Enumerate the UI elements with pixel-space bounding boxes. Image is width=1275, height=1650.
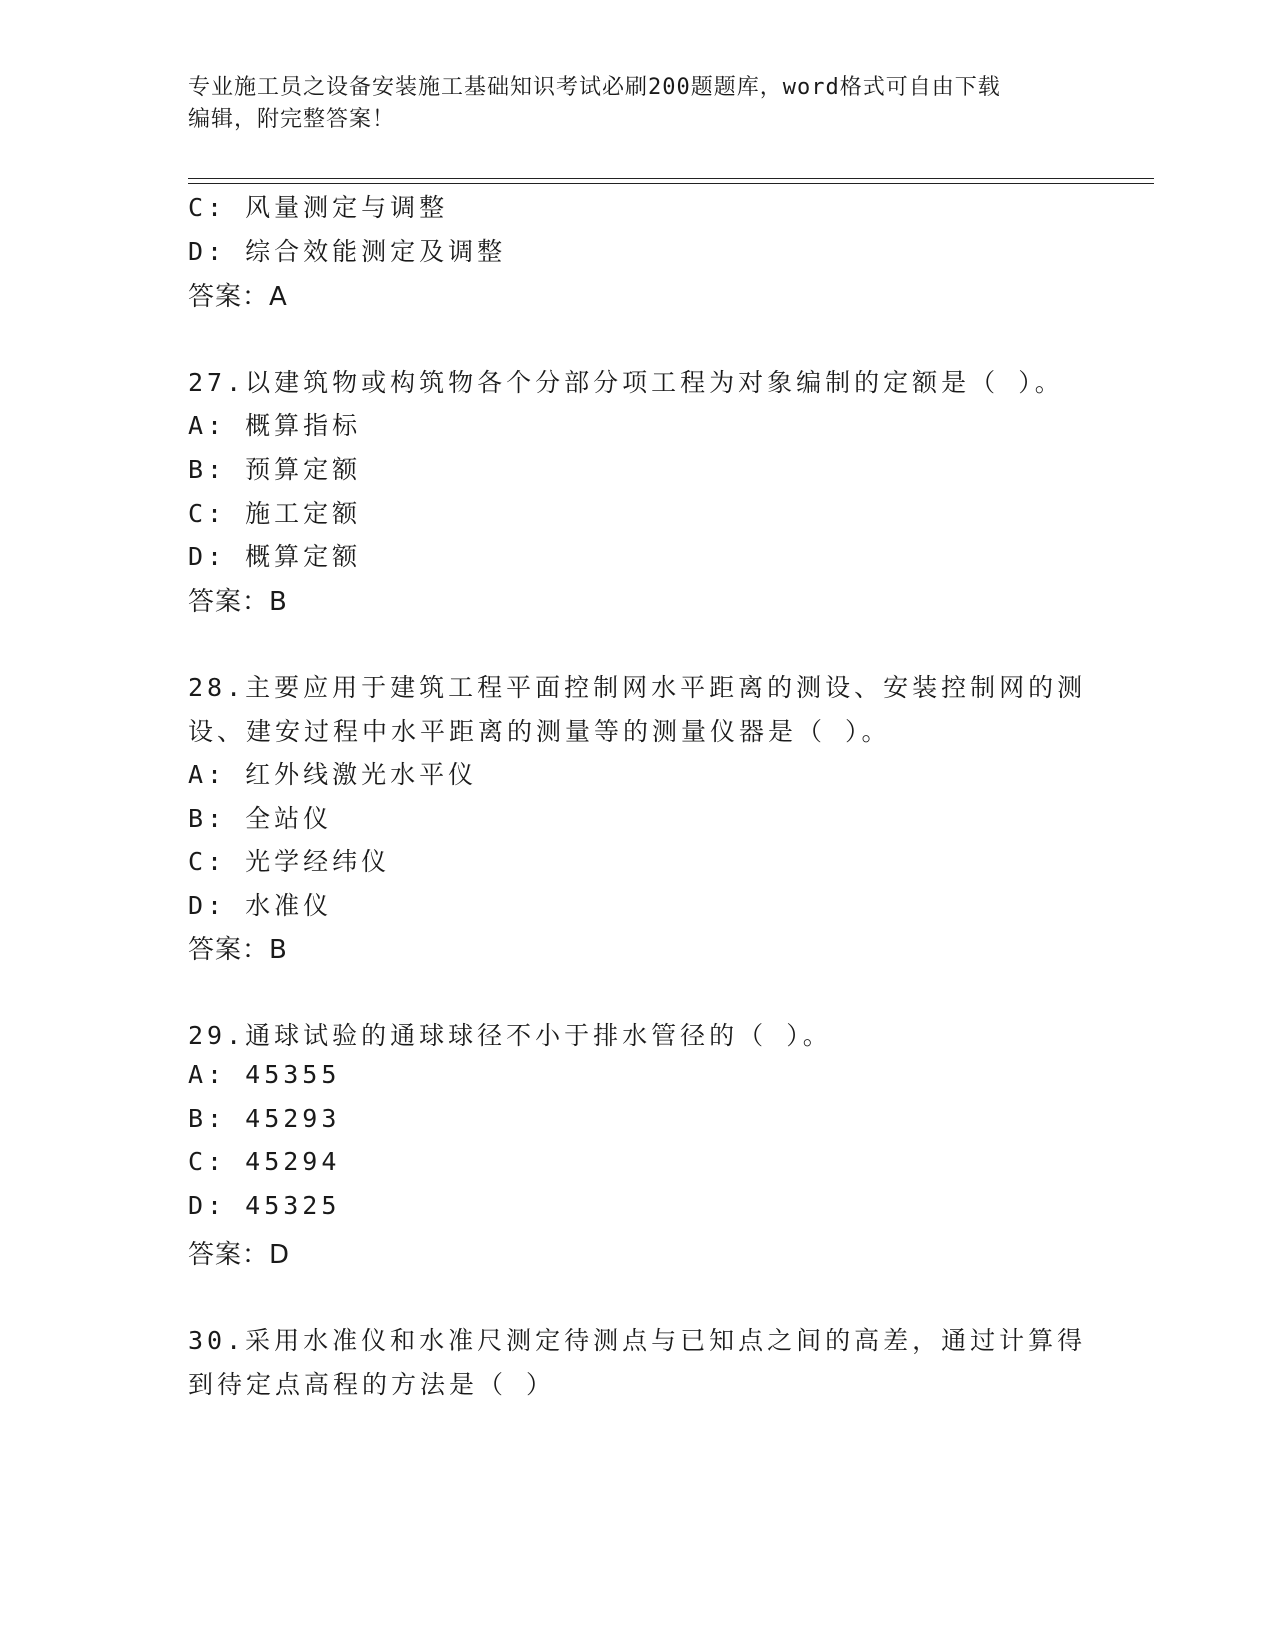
q27-answer: 答案：B [188, 587, 288, 617]
q28-stem-line-2: 设、建安过程中水平距离的测量等的测量仪器是（ ）。 [188, 717, 891, 746]
header-title-line-2: 编辑，附完整答案！ [188, 107, 396, 132]
q27-option-c: C: 施工定额 [188, 499, 362, 528]
q28-option-a: A: 红外线激光水平仪 [188, 760, 478, 789]
header-divider-top [188, 178, 1154, 179]
q29-answer: 答案：D [188, 1240, 291, 1270]
q28-answer: 答案：B [188, 935, 288, 965]
q26-option-c: C: 风量测定与调整 [188, 193, 449, 222]
q30-stem-line-1: 30.采用水准仪和水准尺测定待测点与已知点之间的高差，通过计算得 [188, 1326, 1087, 1355]
q27-option-d: D: 概算定额 [188, 542, 362, 571]
q26-answer: 答案：A [188, 282, 288, 312]
q28-option-d: D: 水准仪 [188, 891, 333, 920]
document-header [188, 72, 1068, 136]
q29-stem: 29.通球试验的通球球径不小于排水管径的（ ）。 [188, 1021, 832, 1050]
q30-stem-line-2: 到待定点高程的方法是（ ） [188, 1370, 556, 1399]
header-title-line-1: 专业施工员之设备安装施工基础知识考试必刷200题题库，word格式可自由下载 [188, 75, 1001, 100]
q27-stem: 27.以建筑物或构筑物各个分部分项工程为对象编制的定额是（ ）。 [188, 368, 1064, 397]
q28-option-b: B: 全站仪 [188, 804, 333, 833]
q29-option-c: C: 45294 [188, 1147, 341, 1176]
q26-option-d: D: 综合效能测定及调整 [188, 237, 507, 266]
q29-option-a: A: 45355 [188, 1060, 341, 1089]
q28-option-c: C: 光学经纬仪 [188, 847, 391, 876]
q27-option-b: B: 预算定额 [188, 455, 362, 484]
q29-option-b: B: 45293 [188, 1104, 341, 1133]
q28-stem-line-1: 28.主要应用于建筑工程平面控制网水平距离的测设、安装控制网的测 [188, 673, 1087, 702]
q29-option-d: D: 45325 [188, 1191, 341, 1220]
q27-option-a: A: 概算指标 [188, 411, 362, 440]
header-divider-bottom [188, 183, 1154, 184]
